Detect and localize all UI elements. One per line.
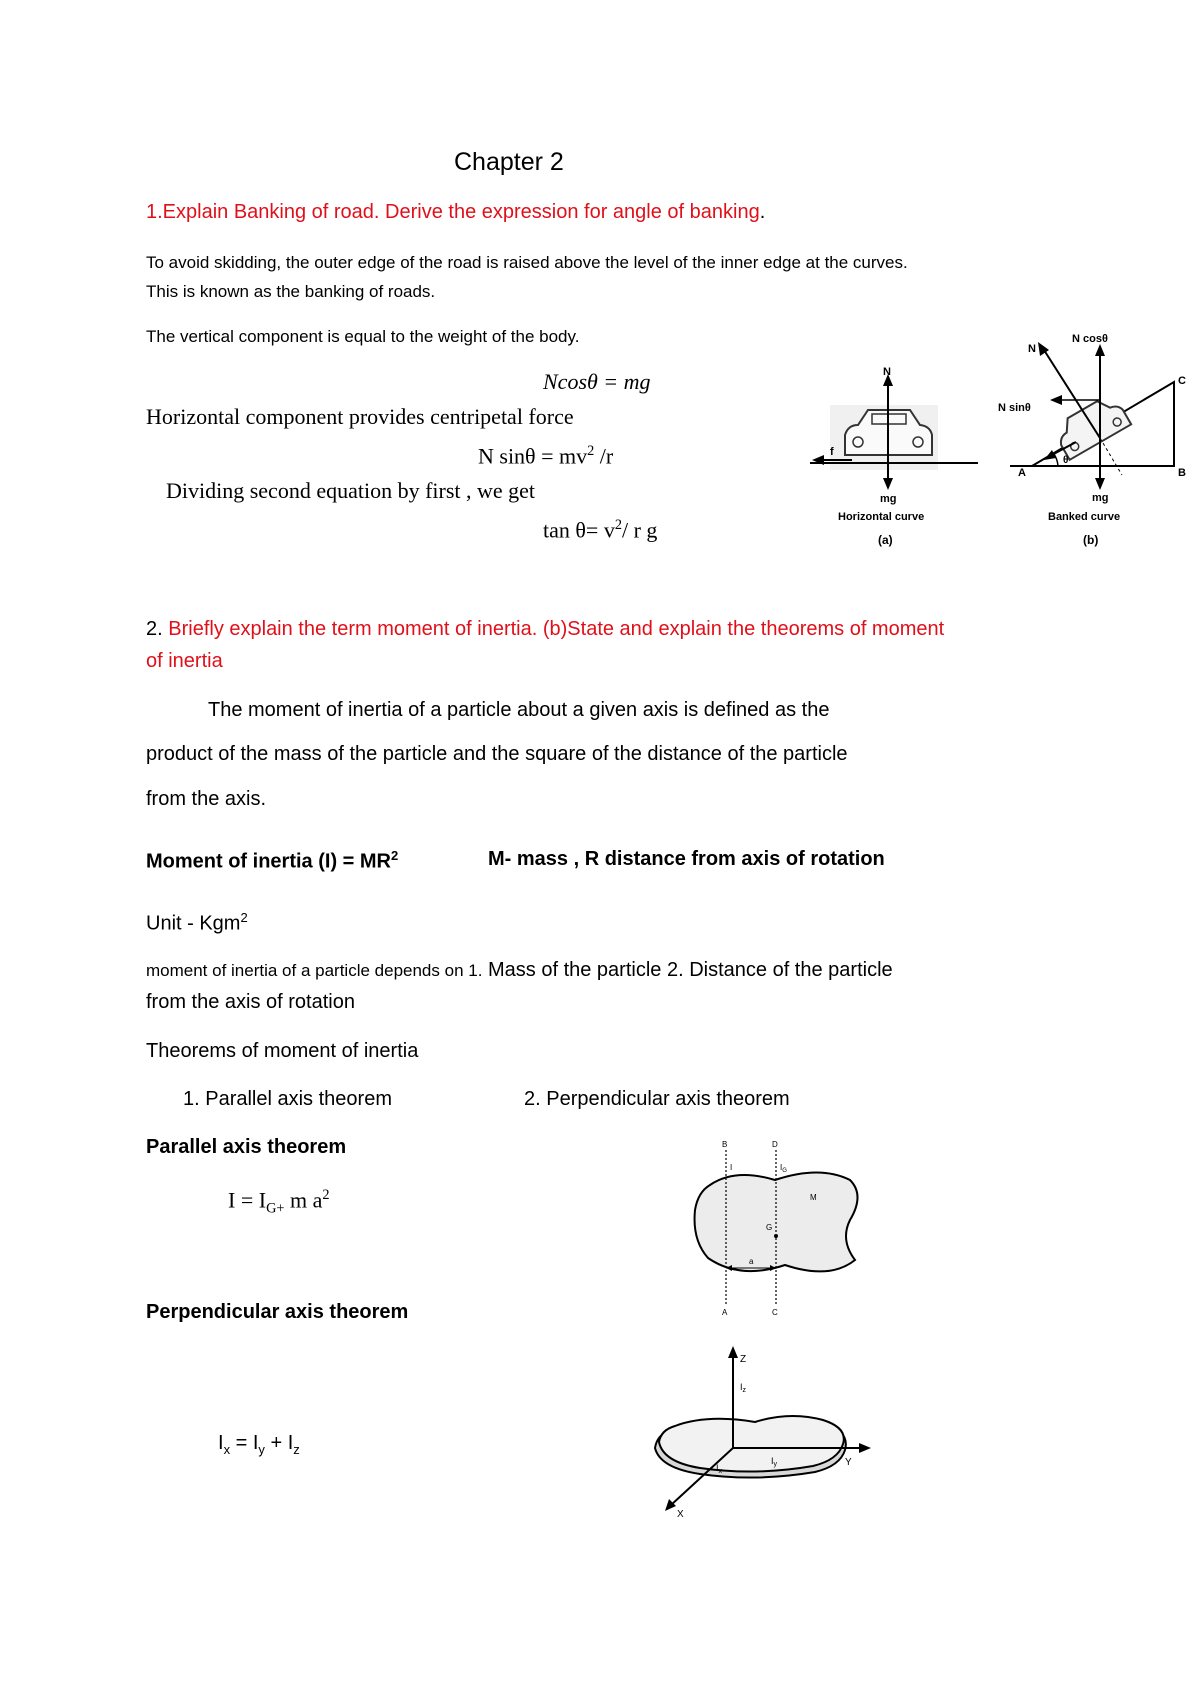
pa-label-B: B xyxy=(722,1140,728,1149)
pa-label-G: G xyxy=(766,1223,773,1232)
parallel-formula-rest: m a xyxy=(284,1187,323,1213)
perp-heading: Perpendicular axis theorem xyxy=(146,1301,409,1323)
label-C: C xyxy=(1178,375,1186,387)
q2-heading-text1: Briefly explain the term moment of inertia. (b)State and explain the theorems of moment xyxy=(168,618,945,640)
label-Nsin: N sinθ xyxy=(998,402,1031,414)
perp-formula-a: I xyxy=(218,1432,224,1454)
pa-label-IG-sub: G xyxy=(782,1168,787,1174)
q1-vertical-text: The vertical component is equal to the weight of the body. xyxy=(146,327,580,346)
pp-label-Ix-base: I xyxy=(716,1463,719,1473)
label-N-a: N xyxy=(883,366,891,378)
q2-heading-line2: of inertia xyxy=(146,650,223,672)
parallel-formula xyxy=(228,1187,330,1218)
pp-label-Iy-base: I xyxy=(771,1456,774,1466)
pp-label-Y: Y xyxy=(845,1457,852,1468)
q1-heading-end: . xyxy=(759,201,766,223)
depends-line1 xyxy=(146,959,893,982)
pa-label-I: I xyxy=(730,1163,733,1172)
horizontal-curve-diagram xyxy=(810,374,978,490)
label-mg-a: mg xyxy=(880,493,897,505)
q2-def-line2: product of the mass of the particle and the square of the distance of the particle xyxy=(146,743,848,765)
label-f: f xyxy=(830,446,834,458)
q1-heading xyxy=(146,201,765,224)
perp-formula-c: + I xyxy=(264,1432,294,1454)
eq-horizontal-end: /r xyxy=(594,443,614,469)
perp-sub-x: x xyxy=(223,1442,231,1457)
perp-sub-z: z xyxy=(293,1442,300,1457)
pa-label-A: A xyxy=(722,1308,728,1317)
inertia-formula-sup: 2 xyxy=(391,848,399,863)
inertia-unit xyxy=(146,910,248,936)
eq-tan-end: / r g xyxy=(621,517,658,543)
inertia-unit-sup: 2 xyxy=(240,910,248,925)
label-theta: θ xyxy=(1063,455,1069,466)
label-Ncos: N cosθ xyxy=(1072,333,1108,345)
inertia-formula xyxy=(146,848,398,874)
label-A: A xyxy=(1018,467,1026,479)
inertia-formula-desc: M- mass , R distance from axis of rotation xyxy=(488,848,885,870)
q1-heading-text: 1.Explain Banking of road. Derive the expression for angle of banking xyxy=(146,201,760,223)
depends-small: moment of inertia of a particle depends on 1. xyxy=(146,961,483,980)
parallel-heading: Parallel axis theorem xyxy=(146,1136,347,1158)
pa-label-M: M xyxy=(810,1193,817,1202)
pa-label-C: C xyxy=(772,1308,778,1317)
banking-figure xyxy=(800,330,1200,560)
q1-dividing-text: Dividing second equation by first , we get xyxy=(166,478,536,503)
eq-tan-sup: 2 xyxy=(614,517,622,533)
depends-line2: from the axis of rotation xyxy=(146,991,355,1013)
eq-horizontal-base: N sinθ = mv xyxy=(478,443,588,469)
pa-label-IG-base: I xyxy=(780,1163,783,1172)
q2-def-line1: The moment of inertia of a particle about a given axis is defined as the xyxy=(208,699,830,721)
inertia-formula-base: Moment of inertia (I) = MR xyxy=(146,850,391,873)
q2-number: 2. xyxy=(146,618,169,640)
label-N-b: N xyxy=(1028,343,1036,355)
parallel-axis-figure xyxy=(680,1140,870,1320)
perp-formula-b: = I xyxy=(230,1432,259,1454)
eq-tan-base: tan θ= v xyxy=(543,517,615,543)
caption-horizontal-curve: Horizontal curve xyxy=(838,511,925,523)
theorem-2: 2. Perpendicular axis theorem xyxy=(524,1088,790,1110)
pp-label-Iz-sub: z xyxy=(742,1387,747,1394)
perpendicular-axis-figure xyxy=(645,1340,885,1520)
eq-tan xyxy=(543,517,657,543)
q2-def-line3: from the axis. xyxy=(146,788,267,810)
parallel-formula-sub: G+ xyxy=(266,1200,285,1217)
eq-horizontal xyxy=(478,443,613,469)
parallel-formula-I: I = I xyxy=(228,1187,267,1213)
caption-a: (a) xyxy=(878,533,893,547)
theorem-1: 1. Parallel axis theorem xyxy=(183,1088,392,1110)
chapter-title: Chapter 2 xyxy=(454,148,564,176)
banked-curve-diagram xyxy=(1010,342,1174,490)
q1-para-line1: To avoid skidding, the outer edge of the road is raised above the level of the inner edge at the curves. xyxy=(146,253,908,272)
q1-horizontal-text: Horizontal component provides centripetal force xyxy=(146,404,574,429)
perp-formula xyxy=(218,1432,300,1457)
caption-banked-curve: Banked curve xyxy=(1048,511,1121,523)
parallel-formula-sup: 2 xyxy=(322,1187,330,1203)
label-mg-b: mg xyxy=(1092,492,1109,504)
pp-label-Z: Z xyxy=(740,1354,747,1365)
theorems-title: Theorems of moment of inertia xyxy=(146,1040,419,1062)
q2-heading-line1 xyxy=(146,618,944,641)
label-B: B xyxy=(1178,467,1186,479)
depends-large: Mass of the particle 2. Distance of the particle xyxy=(482,959,893,981)
pa-label-a: a xyxy=(749,1257,754,1266)
perp-sub-y: y xyxy=(258,1442,265,1457)
pp-label-Iy-sub: y xyxy=(773,1461,778,1468)
pp-label-X: X xyxy=(677,1509,684,1520)
inertia-unit-base: Unit - Kgm xyxy=(146,912,241,935)
pp-label-Iz-base: I xyxy=(740,1382,743,1392)
pa-label-D: D xyxy=(772,1140,778,1149)
eq-vertical: Ncosθ = mg xyxy=(543,369,651,394)
pp-label-Iz xyxy=(740,1382,747,1394)
pa-label-IG xyxy=(780,1163,787,1174)
eq-horizontal-sup: 2 xyxy=(587,443,595,459)
q1-para-line2: This is known as the banking of roads. xyxy=(146,282,436,301)
caption-b: (b) xyxy=(1083,533,1099,547)
pp-label-Ix-sub: x xyxy=(718,1468,723,1475)
